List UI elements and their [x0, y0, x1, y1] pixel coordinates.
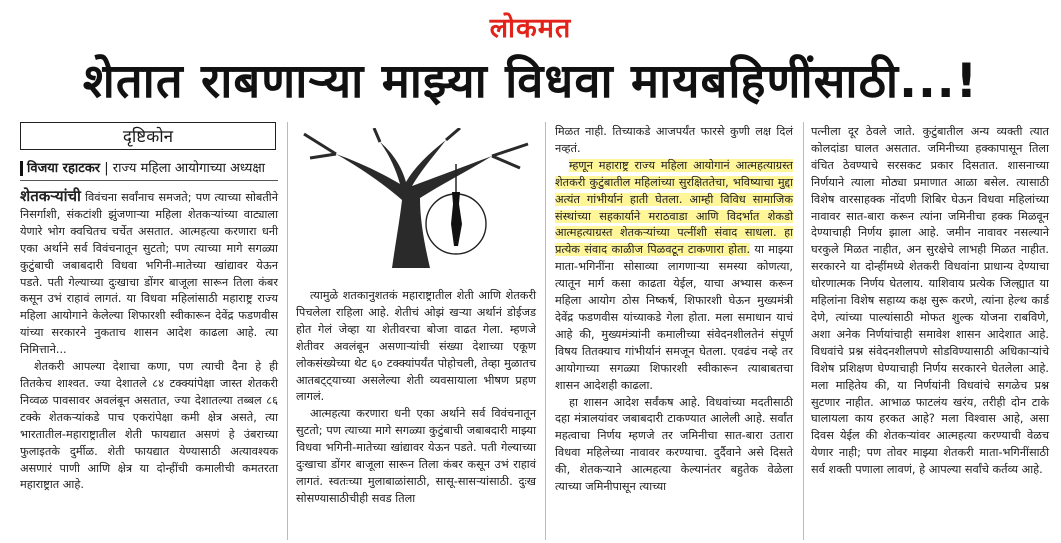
col4-paragraph-1: पत्नीला दूर ठेवले जाते. कुटुंबातील अन्य व्यक्ती त्यात कोलदांडा घालत असतात. जमिनीच्या हक्कापासून तिला वंचित ठेवण्याचे सरसकट प्रकार दिसतात. शासनाच्या निर्णयाने त्याला मोठ्या प्रमाणात आळा बसेल. त्यासाठी विशेष वारसाहक्क नोंदणी शिबिर घेऊन विधवा महिलांच्या नावावर सात-बारा करून त्यांना जमिनीचा हक्क मिळवून देण्याचाही निर्णय झाला आहे. जमीन नावावर नसल्याने घरकुले मिळत नाहीत, अन सुरक्षेचे लाभही मिळत नाहीत. सरकारने या दोन्हींमध्ये शेतकरी विधवांना प्राधान्य देण्याचा धोरणात्मक निर्णय घेतलाय. याशिवाय प्रत्येक जिल्ह्यात या महिलांना विशेष सहाय्य कक्ष सुरू करणे, त्यांना हेल्थ कार्ड देणे, त्यांच्या पाल्यांसाठी मोफत शुल्क योजना राबविणे, अशा अनेक निर्णयांचाही समावेश शासन आदेशात आहे. विधवांचे प्रश्न संवेदनशीलपणे सोडविण्यासाठी अधिकाऱ्यांचे विशेष प्रशिक्षण घेण्याचाही निर्णय सरकारने घेतलेला आहे. मला माहितेय की, या निर्णयांनी विधवांचे सगळेच प्रश्न सुटणार नाहीत. आभाळ फाटलंय खरंय, तरीही दोन टाके घालायला काय हरकत आहे? मला विश्वास आहे, असा दिवस येईल की शेतकऱ्यांवर आत्महत्या करण्याची वेळच येणार नाही; पण तोवर माझ्या शेतकरी माता-भगिनींसाठी सर्व शक्ती पणाला लावणं, हे आपल्या सर्वांचे कर्तव्य आहे.: [811, 125, 1049, 477]
author-byline: [20, 158, 278, 181]
page-headline: शेतात राबणाऱ्या माझ्या विधवा मायबहिणींसाठी...!: [82, 54, 979, 109]
col1-paragraph-1: [20, 188, 278, 359]
article-column-2: [296, 288, 536, 508]
tree-with-noose-illustration: [296, 128, 536, 268]
highlighted-text: म्हणून महाराष्ट्र राज्य महिला आयोगानं आत्महत्याग्रस्त शेतकरी कुटुंबातील महिलांच्या सुरक्षिततेचा, भविष्याचा मुद्दा अत्यंत गांभीर्यानं हाती घेतला. आम्ही विविध सामाजिक संस्थांच्या सहकार्याने मराठवाडा आणि विदर्भात शेकडो आत्महत्याग्रस्त शेतकऱ्यांच्या पत्नींशी संवाद साधला. हा प्रत्येक संवाद काळीज पिळवटून टाकणारा होता.: [555, 158, 793, 257]
col1-p1-text: विवंचना सर्वांनाच समजते; पण त्याच्या सोबतीने निसर्गाशी, संकटांशी झुंजणाऱ्या महिला शेतकऱ्यांच्या वाट्याला येणारे भोग क्वचितच चर्चेत असतात. आत्महत्या करणारा धनी एका अर्थाने सर्व विवंचनातून सुटतो; पण त्याच्या मागे सगळ्या कुटुंबाची जबाबदारी विधवा भगिनी-मातेच्या खांद्यावर येऊन पडते. पती गेल्याच्या दुःखाचा डोंगर बाजूला सारून तिला कंबर कसून उभं राहावं लागतं. या विधवा महिलांसाठी महाराष्ट्र राज्य महिला आयोगाने केलेल्या शिफारशी स्वीकारून देवेंद्र फडणवीस यांच्या सरकारने नुकताच शासन आदेश काढला आहे. त्या निमित्ताने...: [20, 191, 278, 357]
author-separator: |: [104, 161, 113, 176]
column-divider: [545, 122, 546, 540]
article-column-1: [20, 188, 278, 494]
col3-paragraph-2: [555, 158, 793, 395]
author-name: विजया रहाटकर: [20, 161, 100, 176]
section-tag: दृष्टिकोन: [20, 122, 276, 150]
col3-paragraph-1: मिळत नाही. तिच्याकडे आजपर्यंत फारसे कुणी लक्ष दिलं नव्हतं.: [555, 125, 793, 155]
column-divider: [287, 122, 288, 540]
article-column-3: [555, 124, 793, 496]
col2-paragraph-1: त्यामुळे शतकानुशतकं महाराष्ट्रातील शेती आणि शेतकरी पिचलेला राहिला आहे. शेतीचं ओझं खऱ्या अर्थानं डोईजड होत गेलं जेव्हा या शेतीवरचा बोजा वाढत गेला. म्हणजे शेतीवर अवलंबून असणाऱ्यांची संख्या देशाच्या एकूण लोकसंख्येच्या थेट ६० टक्क्यांपर्यंत पोहोचली, तेव्हा मुळातच आतबट्ट्याच्या असलेल्या शेती व्यवसायाला भीषण प्रहण लागलं.: [296, 289, 536, 404]
newspaper-logo[interactable]: लोकमत: [489, 13, 572, 44]
col3-paragraph-3: हा शासन आदेश सर्वंकष आहे. विधवांच्या मदतीसाठी दहा मंत्रालयांवर जबाबदारी टाकण्यात आलेली आहे. सर्वांत महत्वाचा निर्णय म्हणजे तर जमिनीचा सात-बारा उतारा विधवा महिलेच्या नावावर करण्याचा. दुर्दैवाने असे दिसते की, शेतकऱ्याने आत्महत्या केल्यानंतर बहुतेक वेळेला त्याच्या जमिनीपासून त्याच्या: [555, 395, 793, 494]
col3-p2-text: या माझ्या माता-भगिनींना सोसाव्या लागणाऱ्या समस्या कोणत्या, त्यातून मार्ग कसा काढता येईल, याचा अभ्यास करून महिला आयोग ठोस निष्कर्ष, शिफारशी घेऊन मुख्यमंत्री देवेंद्र फडणवीस यांच्याकडे गेला होता. मला समाधान याचं आहे की, मुख्यमंत्र्यांनी कमालीच्या संवेदनशीलतेनं संपूर्ण विषय तितक्याच गांभीर्यानं समजून घेतला. एवढंच नव्हे तर आयोगाच्या सगळ्या शिफारशी स्वीकारून त्याबाबतचा शासन आदेशही काढला.: [555, 243, 794, 392]
masthead: [0, 0, 1061, 50]
article-column-4: [811, 124, 1049, 479]
col2-paragraph-2: आत्महत्या करणारा धनी एका अर्थाने सर्व विवंचनातून सुटतो; पण त्याच्या मागे सगळ्या कुटुंबाची जबाबदारी माझ्या विधवा भगिनी-मातेच्या खांद्यावर येऊन पडते. पती गेल्याच्या दुःखाचा डोंगर बाजूला सारून तिला कंबर कसून उभं राहावं लागतं. स्वतःच्या मुलाबाळांसाठी, सासू-सासऱ्यांसाठी. दुःख सोसण्यासाठीचीही सवड तिला: [296, 407, 536, 505]
column-divider: [803, 122, 804, 540]
illustration-svg: [296, 128, 536, 268]
author-role: राज्य महिला आयोगाच्या अध्यक्षा: [112, 161, 266, 176]
col1-paragraph-2: शेतकरी आपल्या देशाचा कणा, पण त्याची दैना हे ही तितकेच शाश्वत. ज्या देशातले ८४ टक्क्यांपेक्षा जास्त शेतकरी निव्वळ पावसावर अवलंबून असतात, ज्या देशातल्या तब्बल ८६ टक्के शेतकऱ्यांकडे पाच एकरांपेक्षा कमी क्षेत्र असते, त्या भारतातील-महाराष्ट्रातील शेती फायद्यात असणं हे उंबराच्या फुलाइतके दुर्मीळ. शेती फायद्यात येण्यासाठी अत्यावश्यक असणारं पाणी आणि क्षेत्र या दोन्हींची कमालीची कमतरता महाराष्ट्रात आहे.: [20, 360, 278, 492]
lead-word: शेतकऱ्यांची: [20, 187, 81, 205]
